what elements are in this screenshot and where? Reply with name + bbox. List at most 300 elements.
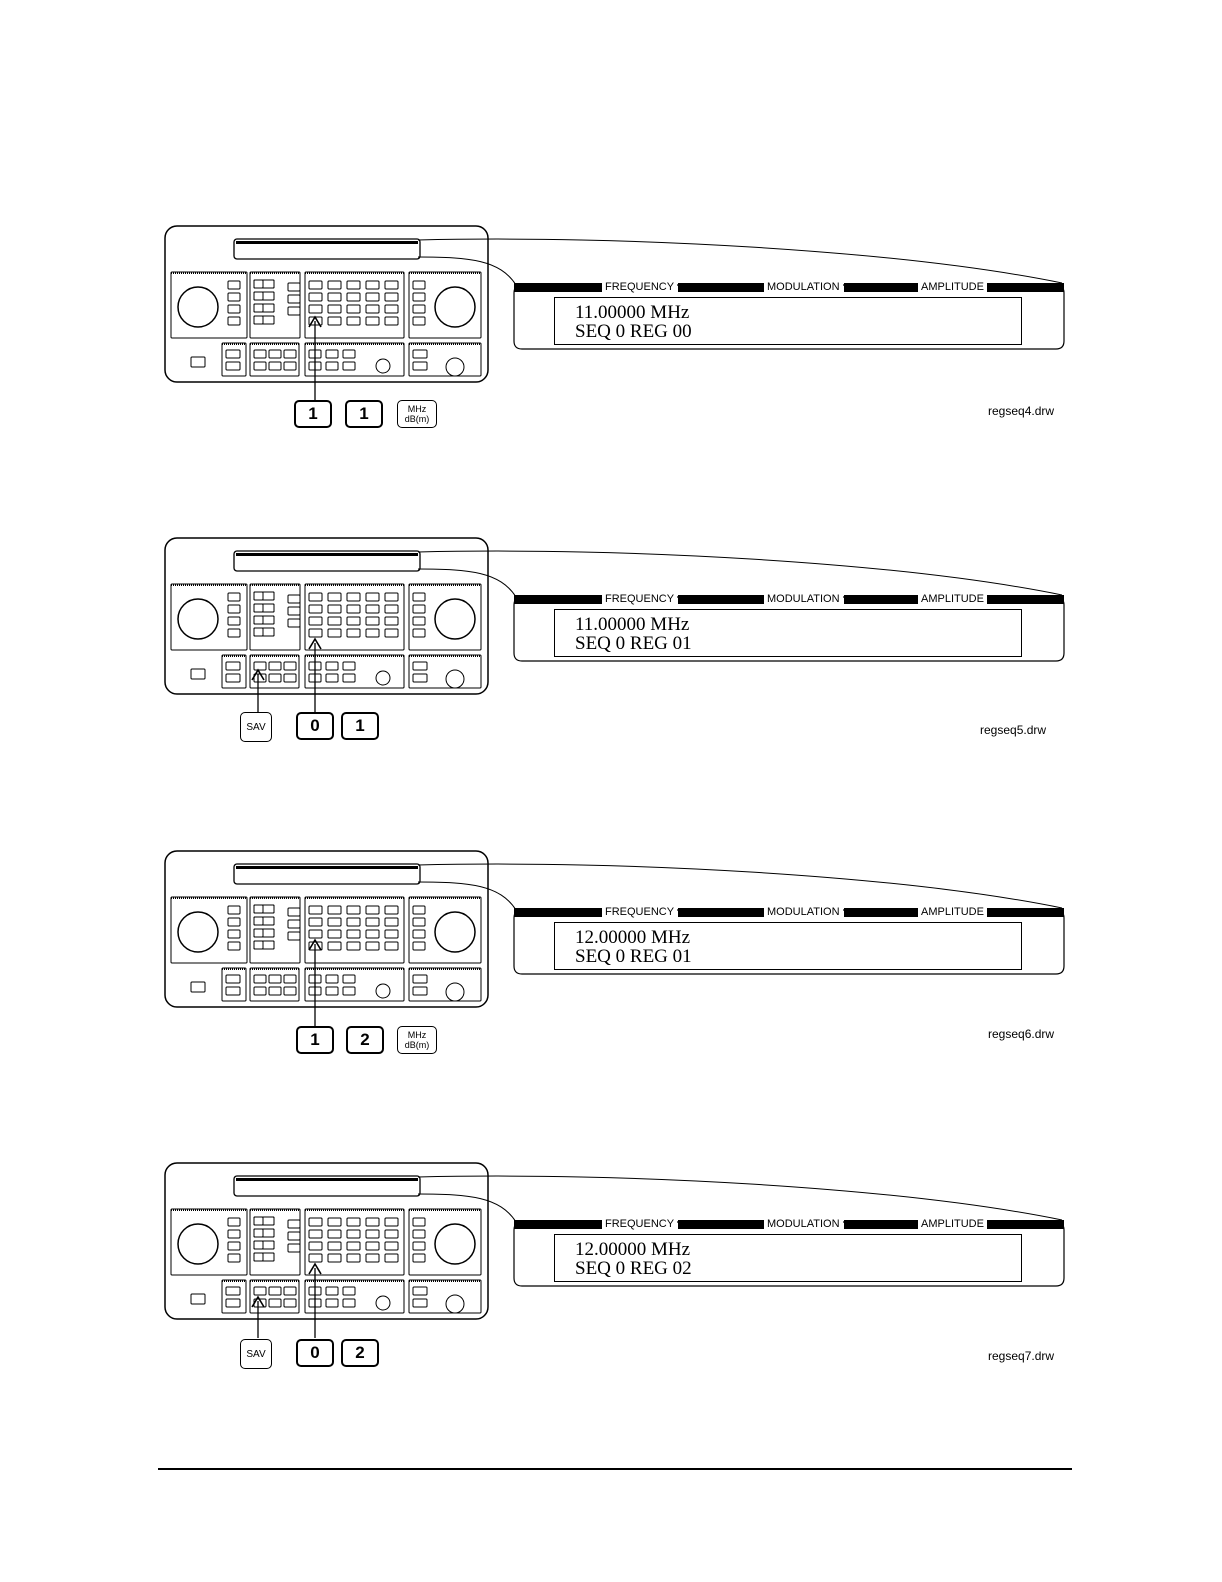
display-header-segment <box>844 595 918 604</box>
panel-key <box>413 1218 425 1226</box>
power-switch <box>191 669 205 679</box>
panel-key <box>326 1287 338 1295</box>
panel-key <box>228 930 240 938</box>
figure-regseq4 <box>0 225 1222 465</box>
panel-key <box>309 918 322 926</box>
panel-key <box>413 975 427 983</box>
panel-key <box>413 605 425 613</box>
panel-key <box>347 617 360 625</box>
panel-key <box>288 295 300 303</box>
panel-key <box>269 975 281 983</box>
panel-key <box>328 1218 341 1226</box>
panel-key <box>309 906 322 914</box>
panel-key <box>288 908 300 916</box>
panel-key <box>269 350 281 358</box>
panel-key <box>328 293 341 301</box>
key-digit-0: 0 <box>296 712 334 740</box>
panel-key <box>328 1242 341 1250</box>
panel-key <box>366 906 379 914</box>
panel-key <box>347 1230 360 1238</box>
panel-key <box>284 1299 296 1307</box>
display-callout <box>514 906 1064 974</box>
panel-key <box>366 918 379 926</box>
header-modulation-label: MODULATION <box>764 1218 843 1231</box>
panel-key <box>413 617 425 625</box>
display-screen <box>554 922 1022 970</box>
power-switch <box>191 357 205 367</box>
panel-key <box>328 305 341 313</box>
display-frequency-readout: 12.00000 MHz <box>575 1239 691 1260</box>
power-switch <box>191 1294 205 1304</box>
panel-key <box>366 942 379 950</box>
panel-key <box>226 1287 240 1295</box>
panel-key <box>413 281 425 289</box>
panel-key <box>288 1220 300 1228</box>
key-mhz-label: MHz <box>407 1030 427 1040</box>
panel-key <box>366 1254 379 1262</box>
panel-key <box>366 317 379 325</box>
panel-key <box>366 1230 379 1238</box>
footer-rule <box>158 1468 1072 1470</box>
panel-key <box>228 942 240 950</box>
panel-key <box>413 906 425 914</box>
panel-lower-section <box>222 655 246 688</box>
panel-key <box>284 674 296 682</box>
panel-key <box>309 1254 322 1262</box>
panel-lower-section <box>222 1280 246 1313</box>
panel-key <box>309 293 322 301</box>
panel-key <box>254 316 263 324</box>
panel-key <box>254 350 266 358</box>
panel-key <box>366 1218 379 1226</box>
panel-key <box>413 293 425 301</box>
panel-key <box>366 605 379 613</box>
panel-key <box>309 1218 322 1226</box>
display-screen <box>554 609 1022 657</box>
panel-key <box>366 593 379 601</box>
panel-key <box>309 617 322 625</box>
callout-line-upper <box>418 551 1062 595</box>
panel-key <box>326 1299 338 1307</box>
panel-lower-section <box>250 968 299 1001</box>
panel-key <box>413 987 427 995</box>
key-sav: SAV <box>240 712 272 742</box>
header-frequency-label: FREQUENCY <box>602 906 677 919</box>
panel-key <box>343 987 355 995</box>
panel-key <box>385 1218 398 1226</box>
panel-key <box>254 304 263 312</box>
panel-key <box>326 362 338 370</box>
panel-key <box>343 1299 355 1307</box>
callout-line-upper <box>418 239 1062 283</box>
panel-key <box>413 930 425 938</box>
panel-key <box>413 674 427 682</box>
panel-key <box>254 1287 266 1295</box>
panel-key <box>328 942 341 950</box>
panel-key <box>254 662 266 670</box>
header-amplitude-label: AMPLITUDE <box>918 593 987 606</box>
panel-key <box>254 616 263 624</box>
header-frequency-label: FREQUENCY <box>602 281 677 294</box>
panel-key <box>228 617 240 625</box>
panel-lower-section <box>305 343 404 376</box>
panel-key <box>269 1287 281 1295</box>
panel-lower-section <box>222 968 246 1001</box>
display-header-segment <box>678 1220 764 1229</box>
panel-key <box>413 305 425 313</box>
key-digit-2: 2 <box>346 1026 384 1054</box>
panel-lower-section <box>250 343 299 376</box>
panel-lower-section <box>305 968 404 1001</box>
panel-lower-section <box>409 655 481 688</box>
panel-key <box>347 906 360 914</box>
panel-key <box>413 662 427 670</box>
panel-display-bezel <box>236 1178 418 1181</box>
panel-key <box>284 987 296 995</box>
panel-key <box>269 674 281 682</box>
panel-display-bezel <box>236 553 418 556</box>
panel-key <box>385 305 398 313</box>
panel-key <box>254 280 263 288</box>
panel-key <box>413 1242 425 1250</box>
display-callout <box>514 281 1064 349</box>
panel-lower-section <box>222 343 246 376</box>
figure-regseq5 <box>0 537 1222 777</box>
display-header-segment <box>984 1220 1064 1229</box>
display-frequency-readout: 11.00000 MHz <box>575 614 690 635</box>
panel-display-bezel <box>236 866 418 869</box>
display-header-segment <box>844 283 918 292</box>
panel-lower-section <box>409 343 481 376</box>
panel-key <box>226 362 240 370</box>
panel-key <box>413 593 425 601</box>
display-header-segment <box>514 1220 602 1229</box>
panel-key <box>309 629 322 637</box>
panel-key <box>385 605 398 613</box>
panel-key <box>228 906 240 914</box>
panel-key <box>309 1230 322 1238</box>
panel-lower-section <box>305 1280 404 1313</box>
panel-key <box>228 1218 240 1226</box>
figure-filename: regseq4.drw <box>988 404 1055 418</box>
panel-key <box>226 674 240 682</box>
left-rotary-knob <box>178 599 218 639</box>
panel-key <box>228 1242 240 1250</box>
panel-key <box>254 1241 263 1249</box>
panel-key <box>328 906 341 914</box>
display-header-segment <box>678 908 764 917</box>
panel-key <box>288 1232 300 1240</box>
key-digit-0: 0 <box>296 1339 334 1367</box>
left-rotary-knob <box>178 912 218 952</box>
panel-key <box>326 662 338 670</box>
panel-key <box>254 1253 263 1261</box>
rf-output-connector <box>446 670 464 688</box>
header-amplitude-label: AMPLITUDE <box>918 906 987 919</box>
panel-key <box>309 305 322 313</box>
display-frequency-readout: 11.00000 MHz <box>575 302 690 323</box>
panel-key <box>385 281 398 289</box>
panel-key <box>328 629 341 637</box>
right-rotary-knob <box>435 912 475 952</box>
figure-filename: regseq7.drw <box>988 1349 1055 1363</box>
panel-key <box>228 293 240 301</box>
display-screen <box>554 1234 1022 1282</box>
panel-key <box>328 605 341 613</box>
display-sequence-readout: SEQ 0 REG 01 <box>575 633 692 654</box>
key-digit-1: 1 <box>294 400 332 428</box>
panel-key <box>366 617 379 625</box>
panel-key <box>385 906 398 914</box>
panel-key <box>343 350 355 358</box>
display-callout <box>514 593 1064 661</box>
panel-key <box>413 918 425 926</box>
panel-key <box>413 317 425 325</box>
panel-key <box>254 917 263 925</box>
display-sequence-readout: SEQ 0 REG 00 <box>575 321 692 342</box>
panel-key <box>288 307 300 315</box>
figure-filename: regseq6.drw <box>988 1027 1055 1041</box>
panel-key <box>254 592 263 600</box>
panel-key <box>309 593 322 601</box>
panel-key <box>254 362 266 370</box>
display-sequence-readout: SEQ 0 REG 01 <box>575 946 692 967</box>
panel-key <box>226 987 240 995</box>
panel-key <box>326 674 338 682</box>
panel-key <box>413 629 425 637</box>
panel-key <box>288 932 300 940</box>
display-header-segment <box>844 1220 918 1229</box>
panel-key <box>228 605 240 613</box>
panel-key <box>254 905 263 913</box>
panel-display-bezel <box>236 241 418 244</box>
header-frequency-label: FREQUENCY <box>602 593 677 606</box>
panel-key <box>228 593 240 601</box>
panel-key <box>284 350 296 358</box>
left-rotary-knob <box>178 1224 218 1264</box>
panel-key <box>347 1254 360 1262</box>
panel-key <box>385 293 398 301</box>
panel-key <box>228 1254 240 1262</box>
panel-key <box>413 1299 427 1307</box>
output-connector <box>376 359 390 373</box>
panel-key <box>288 1244 300 1252</box>
panel-key <box>385 1242 398 1250</box>
panel-key <box>347 918 360 926</box>
panel-key <box>254 1217 263 1225</box>
key-dbm-label: dB(m) <box>404 414 430 424</box>
left-rotary-knob <box>178 287 218 327</box>
panel-key <box>366 281 379 289</box>
panel-key <box>328 1254 341 1262</box>
panel-key <box>328 617 341 625</box>
panel-lower-section <box>305 655 404 688</box>
panel-lower-section <box>409 1280 481 1313</box>
panel-key <box>347 605 360 613</box>
panel-key <box>413 1287 427 1295</box>
rf-output-connector <box>446 358 464 376</box>
panel-key <box>288 283 300 291</box>
rf-output-connector <box>446 983 464 1001</box>
panel-key <box>309 281 322 289</box>
display-header-segment <box>514 595 602 604</box>
panel-key <box>328 930 341 938</box>
display-frequency-readout: 12.00000 MHz <box>575 927 691 948</box>
header-modulation-label: MODULATION <box>764 906 843 919</box>
panel-key <box>269 662 281 670</box>
rf-output-connector <box>446 1295 464 1313</box>
panel-key <box>269 987 281 995</box>
header-amplitude-label: AMPLITUDE <box>918 281 987 294</box>
key-mhz-dbm <box>397 1026 437 1054</box>
panel-key <box>343 662 355 670</box>
display-header-segment <box>984 283 1064 292</box>
display-header-segment <box>678 595 764 604</box>
panel-key <box>347 317 360 325</box>
panel-key <box>228 918 240 926</box>
output-connector <box>376 984 390 998</box>
panel-key <box>288 920 300 928</box>
panel-key <box>288 619 300 627</box>
display-callout <box>514 1218 1064 1286</box>
panel-key <box>385 317 398 325</box>
key-digit-1: 1 <box>345 400 383 428</box>
panel-key <box>284 1287 296 1295</box>
panel-key <box>385 942 398 950</box>
display-header-segment <box>678 283 764 292</box>
panel-key <box>328 317 341 325</box>
panel-key <box>309 605 322 613</box>
panel-key <box>228 1230 240 1238</box>
panel-key <box>254 292 263 300</box>
panel-key <box>254 628 263 636</box>
header-amplitude-label: AMPLITUDE <box>918 1218 987 1231</box>
panel-key <box>328 1230 341 1238</box>
panel-key <box>343 1287 355 1295</box>
panel-key <box>228 281 240 289</box>
panel-key <box>385 1254 398 1262</box>
panel-key <box>328 593 341 601</box>
panel-key <box>328 918 341 926</box>
key-dbm-label: dB(m) <box>404 1040 430 1050</box>
panel-lower-section <box>409 968 481 1001</box>
display-header-segment <box>984 595 1064 604</box>
header-frequency-label: FREQUENCY <box>602 1218 677 1231</box>
panel-key <box>366 1242 379 1250</box>
panel-key <box>269 1299 281 1307</box>
figure-regseq7 <box>0 1162 1222 1402</box>
panel-key <box>343 975 355 983</box>
panel-key <box>226 1299 240 1307</box>
panel-key <box>228 629 240 637</box>
panel-key <box>347 1218 360 1226</box>
panel-key <box>254 941 263 949</box>
panel-key <box>284 362 296 370</box>
panel-key <box>347 942 360 950</box>
panel-key <box>226 350 240 358</box>
panel-key <box>366 930 379 938</box>
display-header-segment <box>844 908 918 917</box>
right-rotary-knob <box>435 287 475 327</box>
panel-key <box>385 629 398 637</box>
panel-key <box>347 930 360 938</box>
power-switch <box>191 982 205 992</box>
panel-key <box>347 293 360 301</box>
panel-key <box>347 281 360 289</box>
figure-regseq6 <box>0 850 1222 1090</box>
panel-key <box>254 975 266 983</box>
display-header-segment <box>514 908 602 917</box>
panel-key <box>413 1254 425 1262</box>
panel-key <box>343 674 355 682</box>
panel-key <box>309 1242 322 1250</box>
display-screen <box>554 297 1022 345</box>
panel-key <box>413 1230 425 1238</box>
panel-key <box>226 975 240 983</box>
panel-key <box>385 918 398 926</box>
right-rotary-knob <box>435 1224 475 1264</box>
panel-key <box>347 305 360 313</box>
panel-key <box>326 987 338 995</box>
panel-key <box>254 987 266 995</box>
panel-key <box>366 293 379 301</box>
display-header-segment <box>514 283 602 292</box>
key-mhz-label: MHz <box>407 404 427 414</box>
panel-key <box>413 942 425 950</box>
panel-key <box>326 350 338 358</box>
panel-key <box>326 975 338 983</box>
panel-key <box>347 593 360 601</box>
callout-line-upper <box>418 1176 1062 1220</box>
panel-key <box>385 1230 398 1238</box>
display-header-segment <box>984 908 1064 917</box>
display-sequence-readout: SEQ 0 REG 02 <box>575 1258 692 1279</box>
key-digit-1: 1 <box>341 712 379 740</box>
panel-key <box>284 975 296 983</box>
figure-filename: regseq5.drw <box>980 723 1047 737</box>
panel-key <box>228 305 240 313</box>
panel-key <box>385 617 398 625</box>
panel-key <box>228 317 240 325</box>
panel-key <box>385 930 398 938</box>
panel-key <box>385 593 398 601</box>
header-modulation-label: MODULATION <box>764 593 843 606</box>
key-sav: SAV <box>240 1339 272 1369</box>
panel-key <box>328 281 341 289</box>
panel-key <box>366 629 379 637</box>
right-rotary-knob <box>435 599 475 639</box>
panel-key <box>226 662 240 670</box>
panel-key <box>254 604 263 612</box>
panel-key <box>269 362 281 370</box>
panel-key <box>347 1242 360 1250</box>
panel-key <box>288 607 300 615</box>
panel-key <box>254 1229 263 1237</box>
panel-key <box>288 595 300 603</box>
header-modulation-label: MODULATION <box>764 281 843 294</box>
output-connector <box>376 671 390 685</box>
key-digit-1: 1 <box>296 1026 334 1054</box>
panel-key <box>413 362 427 370</box>
panel-key <box>366 305 379 313</box>
panel-key <box>309 930 322 938</box>
panel-key <box>343 362 355 370</box>
panel-key <box>284 662 296 670</box>
key-digit-2: 2 <box>341 1339 379 1367</box>
key-mhz-dbm <box>397 400 437 428</box>
output-connector <box>376 1296 390 1310</box>
panel-key <box>254 929 263 937</box>
